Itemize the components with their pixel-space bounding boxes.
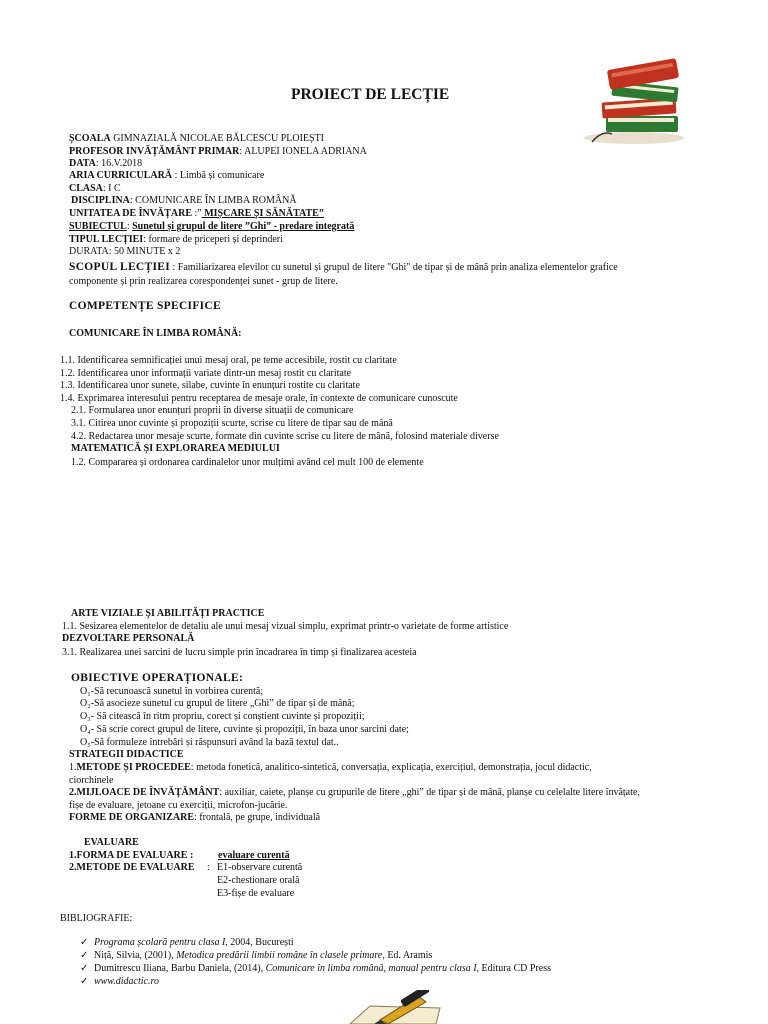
unit-label: UNITATEA DE ÎNVĂȚARE (69, 208, 192, 219)
list-item: 1.1. Sesizarea elementelor de detaliu ale unui mesaj vizual simplu, exprimat printr-o varietate de forme artistice (62, 621, 509, 632)
means-text-2: fișe de evaluare, jetoane cu exerciții, microfon-jucărie. (69, 800, 288, 811)
unit-line (69, 208, 324, 219)
competences-heading: COMPETENȚE SPECIFICE (69, 300, 222, 312)
subject-label: SUBIECTUL (69, 221, 127, 232)
school-line (69, 133, 324, 144)
type-line (69, 234, 283, 245)
bibliography-item: ✓ Niță, Silvia, (2001), Metodica predării limbii române în clasele primare, Ed. Aramis (80, 950, 433, 961)
eval-method-item: E2-chestionare orală (217, 875, 300, 886)
list-item: 1.4. Exprimarea interesului pentru receptarea de mesaje orale, în contexte de comunicare cunoscute (60, 393, 458, 404)
forms-line (69, 812, 320, 823)
list-item: 1.3. Identificarea unor sunete, silabe, cuvinte în enunțuri rostite cu claritate (60, 380, 360, 391)
romana-subheading: COMUNICARE ÎN LIMBA ROMÂNĂ: (69, 328, 242, 339)
checkmark-bullet-icon: ✓ (80, 963, 89, 974)
list-item: 1.2. Compararea și ordonarea cardinalelor unor mulțimi având cel mult 100 de elemente (71, 457, 424, 468)
discipline-value: : COMUNICARE ÎN LIMBA ROMÂNĂ (129, 195, 297, 206)
class-line (69, 183, 121, 194)
evaluation-heading: EVALUARE (84, 837, 139, 848)
methods-label: METODE ȘI PROCEDEE (76, 762, 191, 773)
area-line (69, 170, 264, 181)
methods-line (69, 762, 592, 773)
scope-text-1: : Familiarizarea elevilor cu sunetul și grupul de litere "Ghi" de tipar și de mână prin analiza elementelor grafice (170, 262, 618, 273)
mate-subheading: MATEMATICĂ ȘI EXPLORAREA MEDIULUI (71, 443, 280, 454)
pen-and-paper-icon (340, 990, 450, 1024)
eval-form-value: evaluare curentă (218, 850, 290, 861)
class-value: : I C (102, 183, 121, 194)
eval-method-item: E1-observare curentă (217, 862, 303, 873)
page-title: PROIECT DE LECȚIE (291, 86, 450, 103)
means-label: 2.MIJLOACE DE ÎNVĂȚĂMÂNT (69, 787, 220, 798)
subject-value: Sunetul și grupul de litere ”Ghi” - predare integrată (132, 221, 355, 232)
strategies-heading: STRATEGII DIDACTICE (69, 749, 184, 760)
list-item: 4.2. Redactarea unor mesaje scurte, formate din cuvinte scrise cu litere de mână, folosind materiale diverse (71, 431, 499, 442)
type-value: : formare de priceperi și deprinderi (143, 234, 283, 245)
discipline-label: DISCIPLINA (71, 195, 130, 206)
arte-subheading: ARTE VIZIALE ȘI ABILITĂȚI PRACTICE (71, 608, 265, 619)
eval-methods-sep: : (207, 862, 210, 873)
area-label: ARIA CURRICULARĂ (69, 170, 173, 181)
checkmark-bullet-icon: ✓ (80, 976, 89, 987)
objective-item: O₃- Să citească în ritm propriu, corect și conștient cuvinte și propoziții; (80, 711, 365, 722)
eval-methods-label: 2.METODE DE EVALUARE (69, 862, 195, 873)
unit-sep: :” (191, 208, 202, 219)
school-label: ȘCOALA (69, 133, 111, 144)
bibliography-item: ✓ Dumitrescu Iliana, Barbu Daniela, (2014), Comunicare în limba română, manual pentru clasa I, Editura CD Press (80, 963, 551, 974)
methods-prefix: 1. (69, 762, 77, 773)
subject-sep: : (126, 221, 133, 232)
bibliography-heading: BIBLIOGRAFIE: (60, 913, 133, 924)
books-stack-icon (572, 50, 692, 146)
subject-line (69, 221, 354, 232)
dezv-subheading: DEZVOLTARE PERSONALĂ (62, 633, 195, 644)
date-value: : 16.V.2018 (95, 158, 143, 169)
duration-line: DURATA: 50 MINUTE x 2 (69, 246, 181, 257)
bibliography-item: ✓ www.didactic.ro (80, 976, 159, 987)
discipline-line (71, 195, 297, 206)
area-value: : Limbă și comunicare (172, 170, 265, 181)
teacher-label: PROFESOR INVĂȚĂMÂNT PRIMAR (69, 146, 240, 157)
school-value: GIMNAZIALĂ NICOLAE BĂLCESCU PLOIEȘTI (110, 133, 325, 144)
checkmark-bullet-icon: ✓ (80, 937, 89, 948)
eval-form-label: 1.FORMA DE EVALUARE : (69, 850, 194, 861)
objective-item: O₁-Să recunoască sunetul în vorbirea curentă; (80, 686, 264, 697)
date-line (69, 158, 142, 169)
date-label: DATA (69, 158, 96, 169)
eval-method-item: E3-fișe de evaluare (217, 888, 295, 899)
objective-item: O₄- Să scrie corect grupul de litere, cuvinte și propoziții, în baza unor sarcini date; (80, 724, 409, 735)
forms-value: : frontală, pe grupe, individuală (194, 812, 321, 823)
teacher-value: : ALUPEI IONELA ADRIANA (239, 146, 367, 157)
list-item: 1.1. Identificarea semnificației unui mesaj oral, pe teme accesibile, rostit cu claritate (60, 355, 397, 366)
list-item: 3.1. Realizarea unei sarcini de lucru simple prin încadrarea în timp și finalizarea acesteia (62, 647, 417, 658)
forms-label: FORME DE ORGANIZARE (69, 812, 195, 823)
checkmark-bullet-icon: ✓ (80, 950, 89, 961)
type-label: TIPUL LECȚIEI (69, 234, 144, 245)
list-item: 2.1. Formularea unor enunțuri proprii în diverse situații de comunicare (71, 405, 354, 416)
means-text-1: : auxiliar, caiete, planșe cu grupurile de litere „ghi” de tipar și de mână, planșe cu celelalte litere învățate, (219, 787, 640, 798)
scope-label: SCOPUL LECȚIEI (69, 261, 171, 273)
list-item: 1.2. Identificarea unor informații variate dintr-un mesaj rostit cu claritate (60, 368, 352, 379)
teacher-line (69, 146, 367, 157)
bibliography-item: ✓ Programa școlară pentru clasa I, 2004, București (80, 937, 294, 948)
methods-text-1: : metoda fonetică, analitico-sintetică, conversația, explicația, exercițiul, demonstrația, jocul didactic, (190, 762, 592, 773)
class-label: CLASA (69, 183, 103, 194)
objective-item: O₂-Să asocieze sunetul cu grupul de litere „Ghi” de tipar și de mână; (80, 698, 355, 709)
means-line (69, 787, 640, 798)
scope-text-2: componente și prin realizarea corespondenței sunet - grup de litere. (69, 276, 338, 287)
objectives-heading: OBIECTIVE OPERAȚIONALE: (71, 672, 244, 684)
objective-item: O₅-Să formuleze întrebări și răspunsuri având la bază textul dat.. (80, 737, 339, 748)
methods-text-2: ciorchinele (69, 775, 114, 786)
unit-value: MIȘCARE ȘI SĂNĂTATE” (201, 208, 324, 219)
scope-line (69, 261, 618, 273)
list-item: 3.1. Citirea unor cuvinte și propoziții scurte, scrise cu litere de tipar sau de mână (71, 418, 393, 429)
